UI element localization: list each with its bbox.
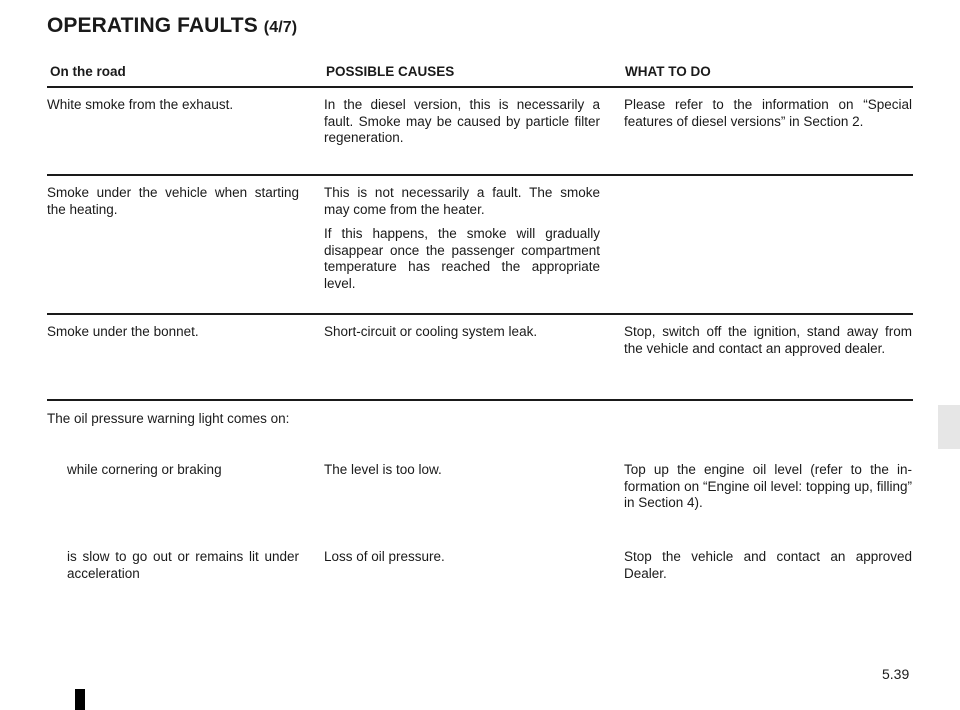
row3-cause — [324, 324, 600, 341]
row1-action: Please refer to the information on “Special features of diesel versions” in Section 2. — [624, 97, 912, 129]
section-side-tab — [938, 405, 960, 449]
column-header-what-to-do: WHAT TO DO — [625, 64, 711, 79]
page-title — [47, 14, 297, 38]
column-header-on-the-road: On the road — [50, 64, 126, 79]
header-divider — [47, 86, 913, 88]
row4a-problem: while cornering or braking — [67, 462, 222, 477]
corner-mark — [75, 689, 85, 710]
column-header-possible-causes: POSSIBLE CAUSES — [326, 64, 455, 79]
row-divider-3 — [47, 399, 913, 401]
row3-problem: Smoke under the bonnet. — [47, 324, 199, 339]
row4b-problem: is slow to go out or remains lit under acceleration — [67, 549, 299, 581]
title-main: OPERATING FAULTS — [47, 14, 258, 37]
row-divider-2 — [47, 313, 913, 315]
row-divider-1 — [47, 174, 913, 176]
title-part: (4/7) — [263, 19, 298, 36]
row3-action: Stop, switch off the ignition, stand away from the vehicle and contact an approved dealer. — [624, 324, 912, 356]
row2-cause — [324, 185, 600, 292]
row1-problem: White smoke from the exhaust. — [47, 97, 234, 112]
row4-problem: The oil pressure warning light comes on: — [47, 411, 290, 426]
page-number: 5.39 — [882, 666, 910, 682]
row4a-action: Top up the engine oil level (refer to the information on “Engine oil level: topping up, filling” in Section 4). — [624, 462, 912, 510]
row4a-cause: The level is too low. — [324, 462, 442, 477]
row4b-cause: Loss of oil pressure. — [324, 549, 445, 564]
row3-cause-text: Short-circuit or cooling system leak. — [324, 324, 538, 339]
row4b-action: Stop the vehicle and contact an approved Dealer. — [624, 549, 912, 581]
row2-cause-text-2: If this happens, the smoke will gradually disappear once the passenger compartment temperature has reached the appropriate level. — [324, 226, 600, 291]
row2-problem: Smoke under the vehicle when starting the heating. — [47, 185, 299, 217]
row1-cause-text: In the diesel version, this is necessarily a fault. Smoke may be caused by particle filter regeneration. — [324, 97, 600, 145]
row1-cause — [324, 97, 600, 147]
row2-cause-text-1: This is not necessarily a fault. The smoke may come from the heater. — [324, 185, 600, 217]
